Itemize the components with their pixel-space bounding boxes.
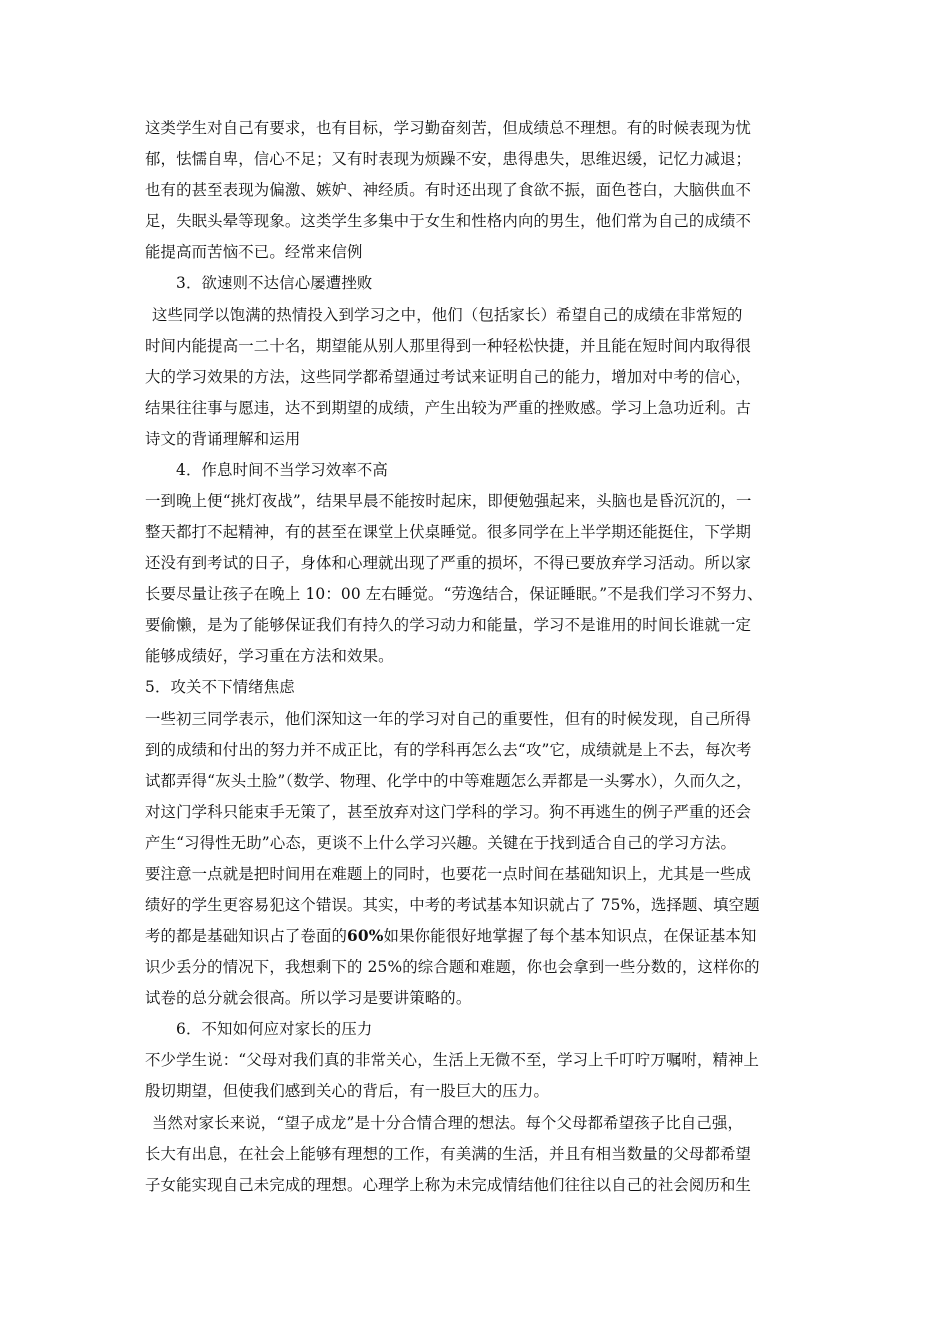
- text-segment: 考的都是基础知识占了卷面的: [145, 927, 348, 945]
- section-heading: 3．欲速则不达信心屡遭挫败: [176, 274, 373, 292]
- section-heading: 5．攻关不下情绪焦虑: [145, 678, 295, 696]
- text-line: 还没有到考试的日子，身体和心理就出现了严重的损坏，不得已要放弃学习活动。所以家: [145, 554, 752, 572]
- text-line: 这类学生对自己有要求，也有目标，学习勤奋刻苦，但成绩总不理想。有的时候表现为忧: [145, 119, 752, 137]
- text-line: 到的成绩和付出的努力并不成正比，有的学科再怎么去“攻”它，成绩就是上不去，每次考: [145, 741, 752, 759]
- text-line: 殷切期望，但使我们感到关心的背后，有一股巨大的压力。: [145, 1082, 550, 1100]
- emphasis-percentage: 60%: [347, 927, 384, 945]
- text-line: 能提高而苦恼不已。经常来信例: [145, 243, 363, 261]
- text-line: 识少丢分的情况下，我想剩下的 25%的综合题和难题，你也会拿到一些分数的，这样你的: [145, 958, 760, 976]
- text-line: 要偷懒，是为了能够保证我们有持久的学习动力和能量，学习不是谁用的时间长谁就一定: [145, 616, 752, 634]
- section-heading: 4．作息时间不当学习效率不高: [176, 461, 388, 479]
- text-line: 也有的甚至表现为偏激、嫉妒、神经质。有时还出现了食欲不振，面色苍白，大脑供血不: [145, 181, 752, 199]
- text-line: 一些初三同学表示，他们深知这一年的学习对自己的重要性，但有的时候发现，自己所得: [145, 710, 752, 728]
- text-line: [145, 926, 757, 946]
- text-line: 诗文的背诵理解和运用: [145, 430, 301, 448]
- section-heading: 6．不知如何应对家长的压力: [176, 1020, 373, 1038]
- text-line: 对这门学科只能束手无策了，甚至放弃对这门学科的学习。狗不再逃生的例子严重的还会: [145, 803, 752, 821]
- text-line: 长大有出息，在社会上能够有理想的工作，有美满的生活，并且有相当数量的父母都希望: [145, 1145, 752, 1163]
- text-line: 时间内能提高一二十名，期望能从别人那里得到一种轻松快捷，并且能在短时间内取得很: [145, 337, 752, 355]
- text-line: 长要尽量让孩子在晚上 10：00 左右睡觉。“劳逸结合，保证睡眠。”不是我们学习不努力、: [145, 585, 763, 603]
- text-line: 能够成绩好，学习重在方法和效果。: [145, 647, 394, 665]
- text-segment: 如果你能很好地掌握了每个基本知识点，在保证基本知: [383, 927, 757, 945]
- text-line: 一到晚上便“挑灯夜战”，结果早晨不能按时起床，即便勉强起来，头脑也是昏沉沉的，一: [145, 492, 752, 510]
- text-line: 郁，怯懦自卑，信心不足；又有时表现为烦躁不安，患得患失，思维迟缓，记忆力减退；: [145, 150, 752, 168]
- text-line: 试卷的总分就会很高。所以学习是要讲策略的。: [145, 989, 472, 1007]
- text-line: 大的学习效果的方法，这些同学都希望通过考试来证明自己的能力，增加对中考的信心，: [145, 368, 752, 386]
- text-line: 试都弄得“灰头土脸”（数学、物理、化学中的中等难题怎么弄都是一头雾水），久而久之，: [145, 772, 752, 790]
- text-line: 绩好的学生更容易犯这个错误。其实，中考的考试基本知识就占了 75%，选择题、填空题: [145, 896, 760, 914]
- text-line: 整天都打不起精神，有的甚至在课堂上伏桌睡觉。很多同学在上半学期还能挺住，下学期: [145, 523, 752, 541]
- text-line: 要注意一点就是把时间用在难题上的同时，也要花一点时间在基础知识上，尤其是一些成: [145, 865, 752, 883]
- text-line: 足，失眠头晕等现象。这类学生多集中于女生和性格内向的男生，他们常为自己的成绩不: [145, 212, 752, 230]
- text-line: 不少学生说：“父母对我们真的非常关心，生活上无微不至，学习上千叮咛万嘱咐，精神上: [145, 1051, 760, 1069]
- text-line: 这些同学以饱满的热情投入到学习之中，他们（包括家长）希望自己的成绩在非常短的: [152, 306, 743, 324]
- text-line: 结果往往事与愿违，达不到期望的成绩，产生出较为严重的挫败感。学习上急功近利。古: [145, 399, 752, 417]
- text-line: 产生“习得性无助”心态，更谈不上什么学习兴趣。关键在于找到适合自己的学习方法。: [145, 834, 737, 852]
- text-line: 当然对家长来说，“望子成龙”是十分合情合理的想法。每个父母都希望孩子比自己强，: [152, 1114, 744, 1132]
- text-line: 子女能实现自己未完成的理想。心理学上称为未完成情结他们往往以自己的社会阅历和生: [145, 1176, 752, 1194]
